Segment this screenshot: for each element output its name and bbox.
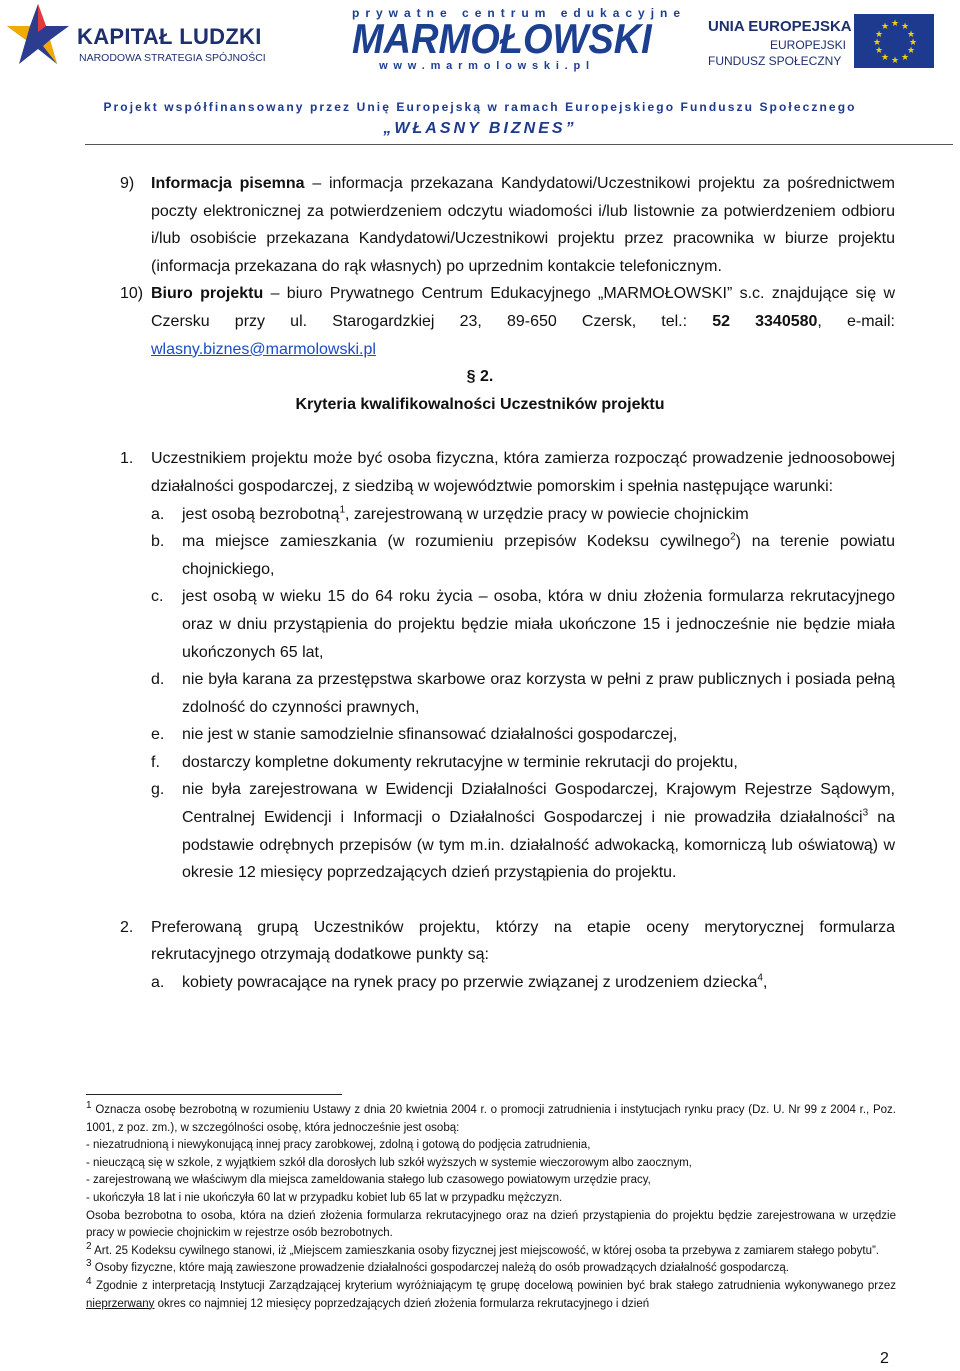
kapital-ludzki-logo: [5, 2, 266, 70]
svg-text:★: ★: [891, 56, 900, 66]
sub-item: [0, 776, 960, 886]
sub-text: kobiety powracające na rynek pracy po przerwie związanej z urodzeniem dziecka: [182, 974, 758, 992]
logo-main-text: MARMOŁOWSKI: [352, 16, 652, 64]
document-body: [0, 170, 960, 997]
sub-letter: b.: [151, 533, 165, 551]
footnote-number: 4: [86, 1276, 92, 1288]
page-number: 2: [880, 1350, 889, 1367]
footnote-ref[interactable]: 3: [862, 807, 869, 819]
footnote-ref[interactable]: 4: [757, 972, 763, 984]
item-number: 10): [120, 285, 144, 303]
marmolowski-logo: [352, 6, 687, 78]
svg-text:★: ★: [901, 22, 910, 32]
eu-logo: [708, 14, 958, 74]
footnote-number: 3: [86, 1258, 92, 1270]
sub-item: [0, 749, 960, 777]
item-number: 1.: [120, 450, 134, 468]
svg-text:★: ★: [907, 46, 916, 56]
criteria-sublist: [0, 501, 960, 887]
footnote-text: Oznacza osobę bezrobotną w rozumieniu Ustawy z dnia 20 kwietnia 2004 r. o promocji zatrudnienia i instytucjach rynku pracy (Dz. U. Nr 99 z 2004 r., Poz. 1001, z poz. zm.), w szczególności osobę, która jednocześnie jest osobą:: [86, 1104, 896, 1134]
project-cofinancing-line: Projekt współfinansowany przez Unię Europejską w ramach Europejskiego Funduszu Społecznego: [103, 100, 857, 114]
section-number: § 2.: [466, 368, 494, 386]
footnote-text: Zgodnie z interpretacją Instytucji Zarządzającej kryterium wyróżniającym tę grupę docelową powinien być brak stałego zatrudnienia wykonywanego przez: [91, 1279, 896, 1292]
kl-subtitle: NARODOWA STRATEGIA SPÓJNOŚCI: [79, 52, 266, 64]
sub-text-end: , zarejestrowaną w urzędzie pracy w powiecie chojnickim: [345, 505, 749, 523]
eu-text-1: UNIA EUROPEJSKA: [708, 18, 852, 35]
logo-url-text: www.marmolowski.pl: [379, 60, 595, 72]
definition-text: – informacja przekazana Kandydatowi/Uczestnikowi projektu za pośrednictwem poczty elektronicznej za potwierdzeniem odczytu wiadomości i/lub listownie za potwierdzeniem odbioru i/lub osobiście przekazana Kandydatowi/Uczestnikowi projektu przez pracownika w biurze projektu (informacja przekazana do rąk własnych) po uprzednim kontakcie telefonicznym.: [151, 175, 895, 275]
section-title: Kryteria kwalifikowalności Uczestników projektu: [295, 395, 665, 413]
sub-letter: e.: [151, 726, 165, 744]
sub-item: [0, 666, 960, 721]
sub-text-end: ) na terenie powiatu chojnickiego,: [182, 533, 896, 578]
eu-text-2: EUROPEJSKI: [770, 38, 847, 52]
page-header: [0, 0, 960, 137]
sub-text: jest osobą bezrobotną: [182, 505, 340, 523]
footnote-2: [86, 1240, 896, 1261]
item-text: Preferowaną grupą Uczestników projektu, którzy na etapie oceny merytorycznej formularza rekrutacyjnego otrzymają dodatkowe punkty są:: [151, 918, 895, 964]
sub-letter: g.: [151, 781, 165, 799]
sub-text: nie była karana za przestępstwa skarbowe oraz korzysta w pełni z praw publicznych i posiada pełną zdolność do czynności prawnych,: [182, 671, 895, 716]
sub-letter: f.: [151, 753, 160, 771]
footnote-dash-2: - nieuczącą się w szkole, z wyjątkiem szkół dla dorosłych lub szkół wyższych w systemie wieczorowym albo zaocznym,: [86, 1156, 692, 1169]
phone-number: 52 3340580: [712, 312, 818, 330]
svg-text:★: ★: [875, 30, 884, 40]
sub-text: nie jest w stanie samodzielnie sfinansować działalności gospodarczej,: [182, 726, 678, 744]
criteria-item-1: [0, 445, 960, 500]
footnote-ref[interactable]: 1: [339, 504, 346, 516]
logo-top-text: prywatne centrum edukacyjne: [352, 6, 687, 20]
svg-text:★: ★: [907, 30, 916, 40]
sub-letter: a.: [151, 974, 165, 992]
sub-letter: c.: [151, 588, 164, 606]
sub-item: [0, 721, 960, 749]
footnote-4: [86, 1278, 896, 1313]
eu-flag-icon: [854, 14, 934, 68]
svg-text:★: ★: [891, 19, 900, 29]
footnote-underlined: nieprzerwany: [86, 1297, 155, 1310]
footnote-dash-3: - zarejestrowaną we właściwym dla miejsca zameldowania stałego lub czasowego powiatowym urzędzie pracy,: [86, 1174, 651, 1187]
svg-text:★: ★: [881, 53, 890, 63]
sub-text: ma miejsce zamieszkania (w rozumieniu przepisów Kodeksu cywilnego: [182, 533, 731, 551]
footnotes: [86, 1102, 896, 1313]
email-label: , e-mail:: [817, 312, 896, 330]
sub-text: dostarczy kompletne dokumenty rekrutacyjne w terminie rekrutacji do projektu,: [182, 753, 738, 771]
email-link[interactable]: wlasny.biznes@marmolowski.pl: [151, 340, 376, 358]
item-text: Uczestnikiem projektu może być osoba fizyczna, która zamierza rozpocząć prowadzenie jednoosobowej działalności gospodarczej, z siedzibą w województwie pomorskim i spełnia następujące warunki:: [151, 450, 895, 495]
svg-text:★: ★: [881, 22, 890, 32]
sub-letter: a.: [151, 505, 165, 523]
svg-text:★: ★: [875, 46, 884, 56]
criteria-item-2: [0, 914, 960, 969]
definition-9: [0, 170, 960, 280]
sub-text: nie była zarejestrowana w Ewidencji Działalności Gospodarczej, Krajowym Rejestrze Sądowym, Centralnej Ewidencji i Informacji o Działalności Gospodarczej i nie prowadziła działalności: [182, 781, 895, 827]
svg-text:★: ★: [909, 38, 918, 48]
sub-letter: d.: [151, 671, 165, 689]
footnote-dash-1: - niezatrudnioną i niewykonującą innej pracy zarobkowej, zdolną i gotową do podjęcia zatrudnienia,: [86, 1139, 591, 1152]
footnote-dash-4: - ukończyła 18 lat i nie ukończyła 60 lat w przypadku kobiet lub 65 lat w przypadku mężczyzn.: [86, 1191, 563, 1204]
eu-text-3: FUNDUSZ SPOŁECZNY: [708, 54, 842, 68]
footnote-text-end: okres co najmniej 12 miesięcy poprzedzających dzień złożenia formularza rekrutacyjnego i dzień: [154, 1297, 650, 1310]
sub-item: [0, 528, 960, 583]
sub-item: [0, 501, 960, 529]
footnote-divider: [86, 1094, 342, 1095]
item-number: 2.: [120, 918, 134, 936]
term: Informacja pisemna: [151, 175, 305, 192]
svg-text:★: ★: [873, 38, 882, 48]
footnote-text: Art. 25 Kodeksu cywilnego stanowi, iż „Miejscem zamieszkania osoby fizycznej jest miejscowość, w której osoba ta przebywa z zamiarem stałego pobytu”.: [91, 1244, 879, 1257]
footnote-ref[interactable]: 2: [730, 531, 736, 543]
kl-title: KAPITAŁ LUDZKI: [77, 24, 262, 49]
svg-text:★: ★: [901, 53, 910, 63]
footnote-number: 2: [86, 1240, 92, 1252]
footnote-3: [86, 1260, 896, 1278]
sub-item: [0, 969, 960, 997]
sub-text: jest osobą w wieku 15 do 64 roku życia – osoba, która w dniu złożenia formularza rekrutacyjnego oraz w dniu przystąpienia do projektu będzie miała ukończone 15 i jednocześnie nie będzie miała ukończonych 65 lat,: [182, 588, 895, 661]
item-number: 9): [120, 175, 135, 192]
sub-text-end: ,: [762, 974, 768, 992]
project-title: „WŁASNY BIZNES”: [383, 120, 577, 137]
footnote-1b: Osoba bezrobotna to osoba, która na dzień złożenia formularza rekrutacyjnego oraz na dzień przystąpienia do projektu będzie zarejestrowana w urzędzie pracy w powiecie chojnickim w rejestrze osób bezrobotnych.: [86, 1209, 896, 1240]
footnote-1: [86, 1102, 896, 1137]
term: Biuro projektu: [151, 285, 264, 303]
sub-item: [0, 583, 960, 666]
star-icon: [5, 2, 71, 68]
header-divider: [85, 144, 953, 145]
definition-text: – biuro Prywatnego Centrum Edukacyjnego „MARMOŁOWSKI” s.c. znajdujące się w Czersku przy ul. Starogardzkiej 23, 89-650 Czersk, tel.:: [151, 285, 896, 330]
footnote-text: Osoby fizyczne, które mają zawieszone prowadzenie działalności gospodarczej należą do osób prowadzących działalność gospodarczą.: [91, 1262, 789, 1275]
sub-text-end: na podstawie odrębnych przepisów (w tym m.in. działalność adwokacką, komorniczą lub oświatową) w okresie 12 miesięcy poprzedzających dzień przystąpienia do projektu.: [182, 809, 895, 882]
footnote-number: 1: [86, 1100, 92, 1112]
definition-10: [0, 280, 960, 363]
